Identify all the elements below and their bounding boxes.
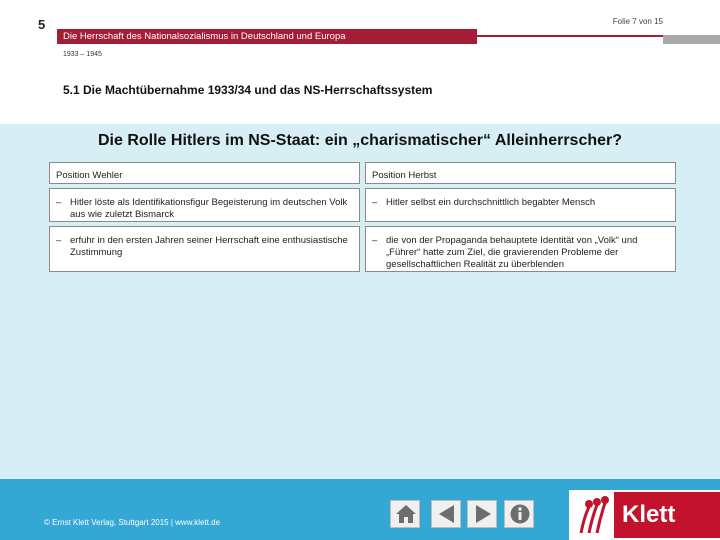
header-wehler: Position Wehler: [56, 170, 123, 181]
bullet-dash: –: [56, 197, 62, 208]
previous-icon: [435, 503, 459, 525]
table-header-cell: [49, 162, 360, 184]
header-herbst: Position Herbst: [372, 170, 437, 181]
copyright-text: © Ernst Klett Verlag, Stuttgart 2015 | www.klett.de: [44, 518, 221, 527]
bullet-text: Hitler selbst ein durchschnittlich begabter Mensch: [386, 197, 596, 208]
next-button[interactable]: [467, 500, 497, 528]
next-icon: [471, 503, 495, 525]
bullet-dash: –: [372, 197, 378, 208]
title-bar-rule: [477, 35, 663, 37]
klett-clover-icon: [575, 493, 611, 537]
title-bar-gray-block: [663, 35, 720, 44]
home-button[interactable]: [390, 500, 420, 528]
logo-wordmark: Klett: [622, 501, 676, 528]
previous-button[interactable]: [431, 500, 461, 528]
bullet-item: [372, 235, 665, 271]
home-icon: [394, 503, 418, 525]
table-cell: [49, 226, 360, 272]
section-title: 5.1 Die Machtübernahme 1933/34 und das NS-Herrschaftssystem: [63, 83, 433, 97]
table-cell: [49, 188, 360, 222]
bullet-item: [372, 197, 665, 209]
info-button[interactable]: [504, 500, 534, 528]
klett-logo: [569, 490, 720, 540]
bullet-text: die von der Propaganda behauptete Identität von „Volk“ und „Führer“ hatte zum Ziel, die gravierenden Probleme der gesellschaftlichen Realität zu überblenden: [386, 235, 638, 270]
info-icon: [508, 503, 532, 525]
course-title: Die Herrschaft des Nationalsozialismus in Deutschland und Europa: [63, 31, 346, 42]
period-label: 1933 – 1945: [63, 51, 102, 58]
bullet-item: [56, 197, 349, 221]
bullet-dash: –: [56, 235, 62, 246]
table-cell: [365, 226, 676, 272]
bullet-dash: –: [372, 235, 378, 246]
slide-heading: Die Rolle Hitlers im NS-Staat: ein „charismatischer“ Alleinherrscher?: [97, 132, 623, 149]
bullet-text: Hitler löste als Identifikationsfigur Begeisterung im deutschen Volk aus wie zuletzt Bismarck: [70, 197, 348, 220]
table-header-cell: [365, 162, 676, 184]
chapter-number: 5: [38, 17, 46, 32]
table-cell: [365, 188, 676, 222]
slide-counter: Folie 7 von 15: [612, 17, 663, 26]
bullet-item: [56, 235, 349, 259]
bullet-text: erfuhr in den ersten Jahren seiner Herrschaft eine enthusiastische Zustimmung: [70, 235, 348, 258]
logo-wordmark-box: [614, 492, 720, 538]
